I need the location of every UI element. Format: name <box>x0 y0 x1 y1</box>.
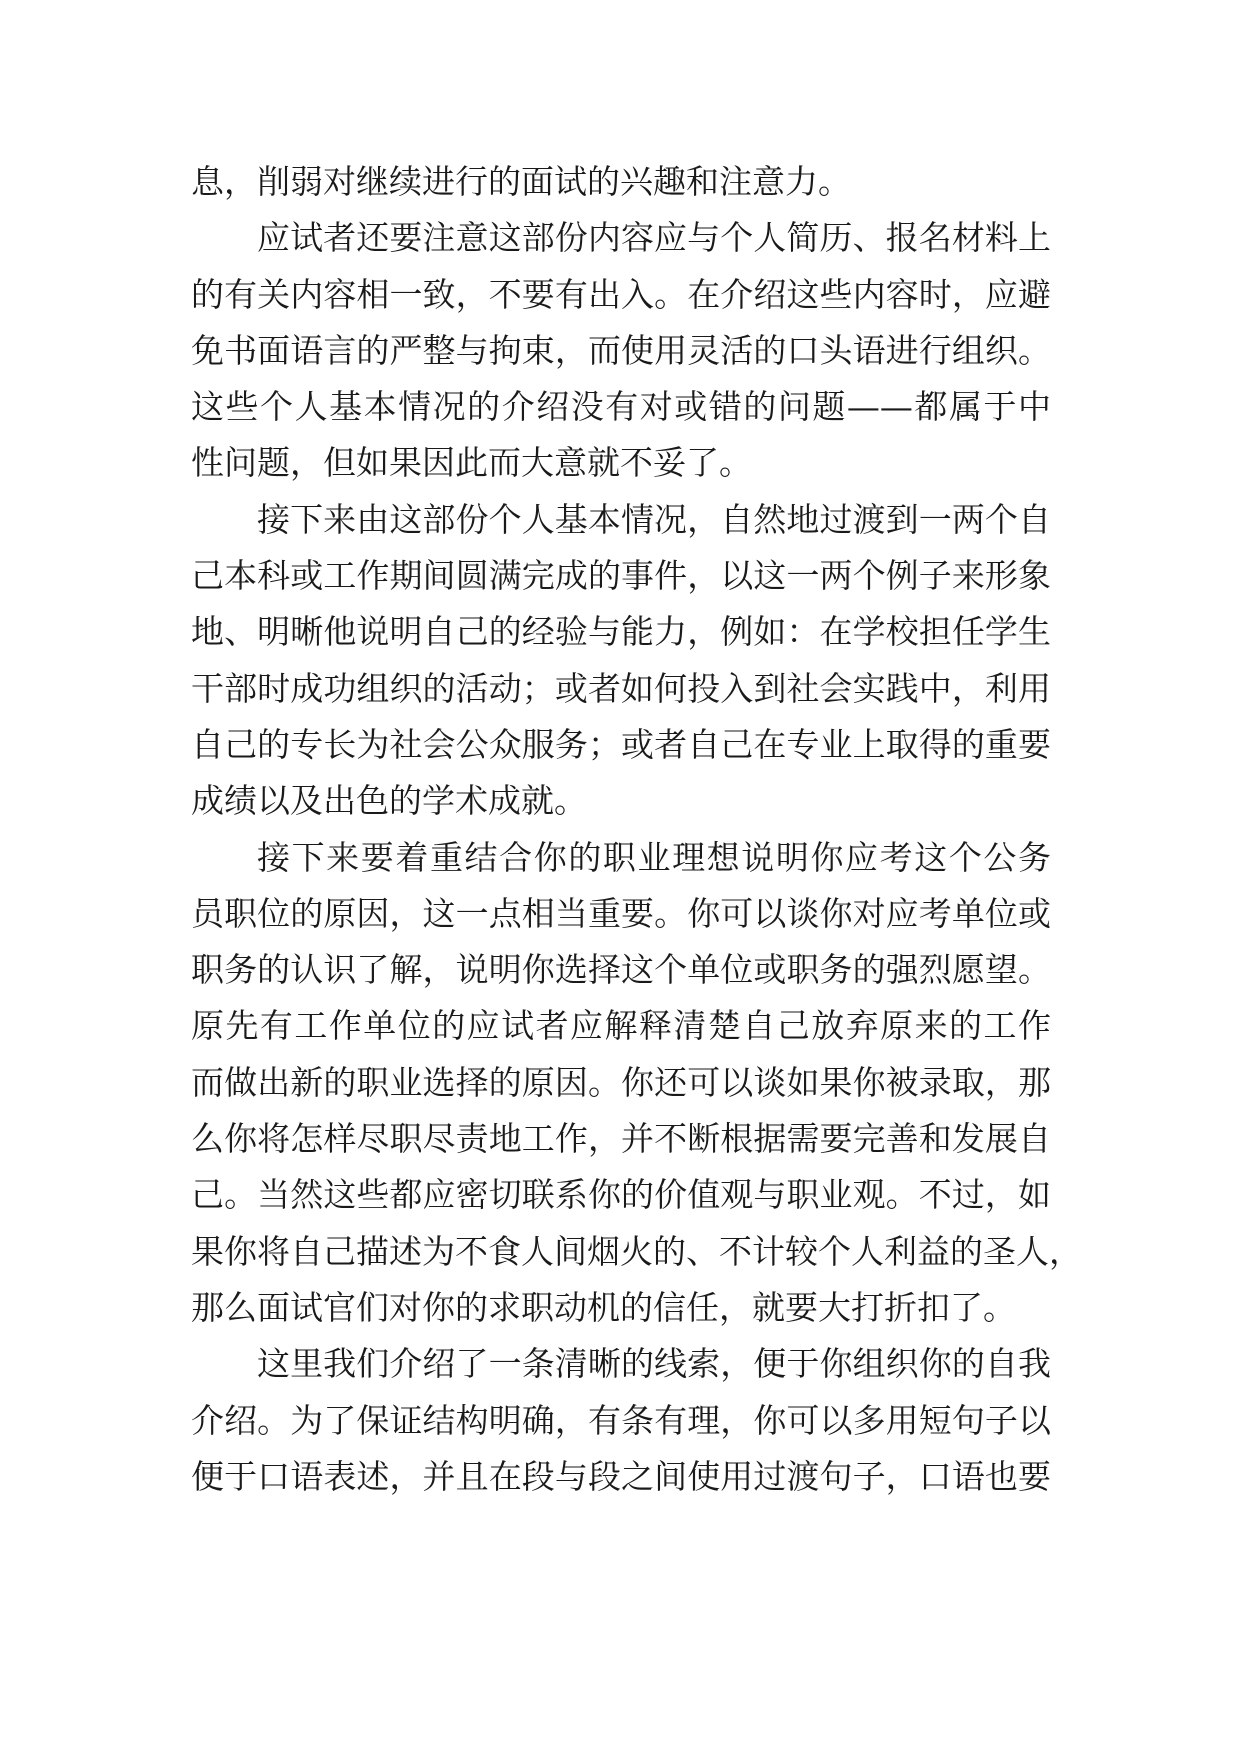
text-line: 那么面试官们对你的求职动机的信任，就要大打折扣了。 <box>191 1287 1016 1327</box>
text-line: 免书面语言的严整与拘束，而使用灵活的口头语进行组织。 <box>191 330 1051 370</box>
text-line: 性问题，但如果因此而大意就不妥了。 <box>191 443 752 483</box>
text-line: 职务的认识了解，说明你选择这个单位或职务的强烈愿望。 <box>191 950 1051 990</box>
text-line: 己本科或工作期间圆满完成的事件，以这一两个例子来形象 <box>191 556 1051 596</box>
text-line: 原先有工作单位的应试者应解释清楚自己放弃原来的工作 <box>191 1006 1051 1046</box>
text-line: 而做出新的职业选择的原因。你还可以谈如果你被录取，那 <box>191 1062 1051 1102</box>
text-line: 成绩以及出色的学术成就。 <box>191 781 587 821</box>
text-line: 接下来要着重结合你的职业理想说明你应考这个公务 <box>257 837 1051 877</box>
text-line: 介绍。为了保证结构明确，有条有理，你可以多用短句子以 <box>191 1400 1051 1440</box>
text-line: 便于口语表述，并且在段与段之间使用过渡句子，口语也要 <box>191 1456 1051 1496</box>
text-line: 自己的专长为社会公众服务；或者自己在专业上取得的重要 <box>191 724 1051 764</box>
text-line: 员职位的原因，这一点相当重要。你可以谈你对应考单位或 <box>191 893 1051 933</box>
text-line: 的有关内容相一致，不要有出入。在介绍这些内容时，应避 <box>191 274 1051 314</box>
text-line: 应试者还要注意这部份内容应与个人简历、报名材料上 <box>257 218 1051 258</box>
text-line: 这里我们介绍了一条清晰的线索，便于你组织你的自我 <box>257 1344 1051 1384</box>
text-line: 果你将自己描述为不食人间烟火的、不计较个人利益的圣人， <box>191 1231 1082 1271</box>
text-line: 这些个人基本情况的介绍没有对或错的问题——都属于中 <box>191 387 1051 427</box>
text-line: 地、明晰他说明自己的经验与能力，例如：在学校担任学生 <box>191 612 1051 652</box>
text-line: 接下来由这部份个人基本情况，自然地过渡到一两个自 <box>257 499 1051 539</box>
text-line: 干部时成功组织的活动；或者如何投入到社会实践中，利用 <box>191 668 1051 708</box>
text-line: 己。当然这些都应密切联系你的价值观与职业观。不过，如 <box>191 1175 1051 1215</box>
document-body <box>191 154 1082 1505</box>
text-line: 么你将怎样尽职尽责地工作，并不断根据需要完善和发展自 <box>191 1119 1051 1159</box>
text-line: 息，削弱对继续进行的面试的兴趣和注意力。 <box>191 162 851 201</box>
